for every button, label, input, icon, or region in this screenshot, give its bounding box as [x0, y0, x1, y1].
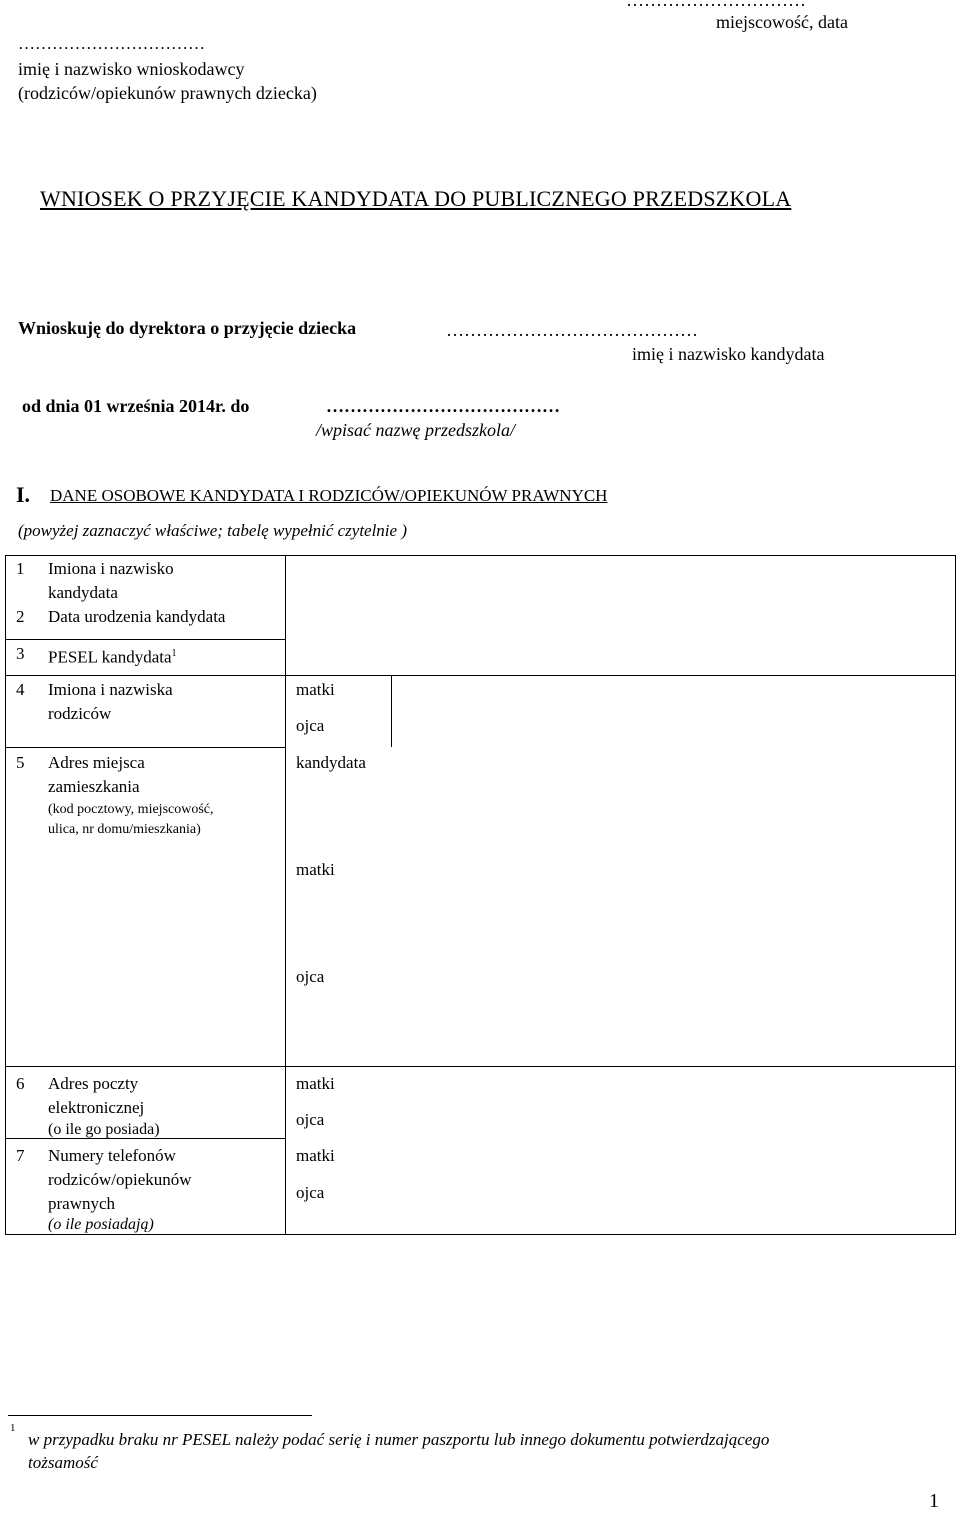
row-label-full-name: Imiona i nazwisko [48, 559, 174, 578]
row-label-birth-date: Data urodzenia kandydata [48, 607, 226, 626]
row-number: 6 [16, 1074, 25, 1093]
footnote-text: w przypadku braku nr PESEL należy podać serię i numer paszportu lub innego dokumentu potwierdzającego [28, 1430, 770, 1449]
sub-label-father: ojca [296, 1110, 325, 1129]
sub-label-mother: matki [296, 680, 335, 699]
footnote-mark: 1 [10, 1422, 16, 1434]
row-number: 5 [16, 753, 25, 772]
sub-label-mother: matki [296, 1074, 335, 1093]
candidate-dots: …………………………………… [446, 320, 698, 340]
row-label-email-cont: elektronicznej [48, 1098, 145, 1117]
page-number: 1 [929, 1490, 939, 1512]
row-label-parents-names: Imiona i nazwiska [48, 680, 173, 699]
school-dots: ………………………………… [326, 396, 560, 416]
section-note: (powyżej zaznaczyć właściwe; tabelę wypełnić czytelnie ) [18, 521, 407, 540]
sub-label-mother: matki [296, 860, 335, 879]
school-hint: /wpisać nazwę przedszkola/ [316, 420, 516, 440]
start-date-line: od dnia 01 września 2014r. do [22, 396, 250, 416]
pesel-label-text: PESEL kandydata [48, 647, 172, 667]
footnote-separator [8, 1415, 312, 1416]
row-label-phones-note: (o ile posiadają) [48, 1216, 154, 1233]
document-title: WNIOSEK O PRZYJĘCIE KANDYDATA DO PUBLICZNEGO PRZEDSZKOLA [40, 186, 792, 211]
applicant-name-label: imię i nazwisko wnioskodawcy [18, 59, 245, 79]
row-number: 7 [16, 1146, 25, 1165]
sub-label-candidate: kandydata [296, 753, 366, 772]
row-label-address: Adres miejsca [48, 753, 145, 772]
row-label-address-cont: zamieszkania [48, 777, 140, 796]
row-label-email: Adres poczty [48, 1074, 139, 1093]
row-label-phones-cont: rodziców/opiekunów [48, 1170, 192, 1189]
row-number: 1 [16, 559, 25, 578]
request-line: Wnioskuję do dyrektora o przyjęcie dziecka [18, 318, 357, 338]
place-date-label: miejscowość, data [716, 12, 848, 32]
place-date-dots: ………………………… [626, 0, 806, 10]
sub-label-father: ojca [296, 1183, 325, 1202]
row-label-phones-cont2: prawnych [48, 1194, 116, 1213]
row-address-hint: (kod pocztowy, miejscowość, [48, 802, 214, 817]
row-number: 2 [16, 607, 25, 626]
row-number: 3 [16, 644, 25, 663]
footnote-text-cont: tożsamość [28, 1453, 98, 1472]
section-number: I. [16, 482, 31, 507]
row-label-pesel [48, 642, 177, 670]
section-heading: DANE OSOBOWE KANDYDATA I RODZICÓW/OPIEKUNÓW PRAWNYCH [50, 486, 608, 505]
sub-label-father: ojca [296, 967, 325, 986]
candidate-name-label: imię i nazwisko kandydata [632, 344, 825, 364]
applicant-dots: …………………………… [18, 34, 205, 53]
sub-label-mother: matki [296, 1146, 335, 1165]
row-label-phones: Numery telefonów [48, 1146, 176, 1165]
sub-label-father: ojca [296, 716, 325, 735]
row-label-parents-names-cont: rodziców [48, 704, 112, 723]
row-label-email-note: (o ile go posiada) [48, 1121, 160, 1138]
footnote-ref: 1 [171, 648, 177, 659]
row-address-hint-cont: ulica, nr domu/mieszkania) [48, 822, 201, 837]
applicant-role-label: (rodziców/opiekunów prawnych dziecka) [18, 83, 317, 103]
row-number: 4 [16, 680, 25, 699]
row-label-full-name-cont: kandydata [48, 583, 118, 602]
